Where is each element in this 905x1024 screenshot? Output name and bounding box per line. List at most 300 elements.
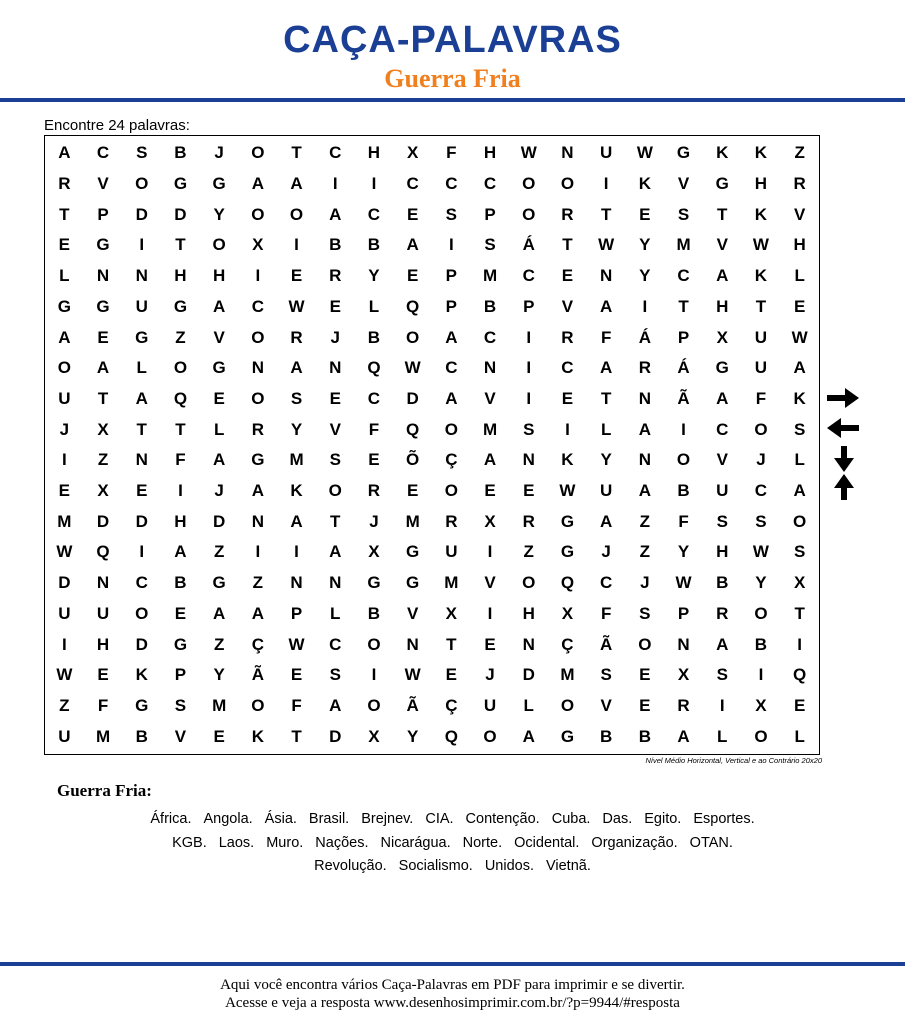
grid-cell[interactable]: S xyxy=(600,665,612,685)
grid-cell[interactable]: K xyxy=(754,204,768,224)
grid-cell[interactable]: E xyxy=(329,388,341,408)
grid-cell[interactable]: N xyxy=(483,358,497,378)
grid-cell[interactable]: C xyxy=(251,296,264,316)
grid-cell[interactable]: G xyxy=(715,174,729,194)
grid-cell[interactable]: Z xyxy=(639,542,651,562)
grid-cell[interactable]: A xyxy=(406,235,419,255)
grid-cell[interactable]: F xyxy=(291,695,302,715)
grid-cell[interactable]: Ç xyxy=(445,450,458,470)
grid-cell[interactable]: B xyxy=(600,726,613,746)
grid-cell[interactable]: G xyxy=(251,450,265,470)
grid-cell[interactable]: F xyxy=(446,143,457,163)
grid-cell[interactable]: A xyxy=(716,266,729,286)
grid-cell[interactable]: Y xyxy=(677,542,690,562)
grid-cell[interactable]: A xyxy=(600,511,613,531)
grid-cell[interactable]: U xyxy=(716,481,729,501)
grid-cell[interactable]: G xyxy=(406,573,420,593)
grid-cell[interactable]: Y xyxy=(213,204,225,224)
grid-cell[interactable]: N xyxy=(251,358,264,378)
grid-cell[interactable]: V xyxy=(174,726,187,746)
grid-cell[interactable]: P xyxy=(523,296,535,316)
grid-cell[interactable]: Y xyxy=(406,726,419,746)
grid-cell[interactable]: H xyxy=(754,174,768,194)
grid-cell[interactable]: U xyxy=(96,603,110,623)
grid-cell[interactable]: C xyxy=(561,358,574,378)
grid-cell[interactable]: O xyxy=(638,634,652,654)
grid-cell[interactable]: E xyxy=(639,665,651,685)
grid-cell[interactable]: P xyxy=(174,665,187,685)
grid-cell[interactable]: E xyxy=(58,481,71,501)
grid-cell[interactable]: V xyxy=(677,174,690,194)
grid-cell[interactable]: K xyxy=(754,143,768,163)
grid-cell[interactable]: X xyxy=(97,481,109,501)
grid-cell[interactable]: I xyxy=(526,388,532,408)
grid-cell[interactable]: S xyxy=(329,450,341,470)
grid-cell[interactable]: T xyxy=(717,204,728,224)
grid-cell[interactable]: A xyxy=(58,327,71,347)
grid-cell[interactable]: D xyxy=(135,634,148,654)
grid-cell[interactable]: P xyxy=(290,603,303,623)
grid-cell[interactable]: A xyxy=(251,603,264,623)
grid-cell[interactable]: I xyxy=(526,358,532,378)
grid-cell[interactable]: N xyxy=(251,511,264,531)
grid-cell[interactable]: D xyxy=(213,511,226,531)
grid-cell[interactable]: B xyxy=(367,327,381,347)
grid-cell[interactable]: T xyxy=(446,634,457,654)
grid-cell[interactable]: Z xyxy=(175,327,186,347)
grid-cell[interactable]: B xyxy=(135,726,148,746)
grid-cell[interactable]: D xyxy=(135,511,148,531)
grid-cell[interactable]: X xyxy=(793,573,806,593)
grid-cell[interactable]: D xyxy=(406,388,419,408)
grid-cell[interactable]: A xyxy=(677,726,690,746)
grid-cell[interactable]: N xyxy=(290,573,303,593)
grid-cell[interactable]: T xyxy=(755,296,767,316)
grid-cell[interactable]: V xyxy=(484,573,496,593)
grid-cell[interactable]: R xyxy=(716,603,729,623)
grid-cell[interactable]: L xyxy=(59,266,70,286)
grid-cell[interactable]: U xyxy=(754,327,768,347)
grid-cell[interactable]: O xyxy=(754,419,768,439)
grid-cell[interactable]: E xyxy=(561,266,574,286)
grid-cell[interactable]: P xyxy=(97,204,109,224)
grid-cell[interactable]: R xyxy=(367,481,381,501)
grid-cell[interactable]: L xyxy=(794,450,805,470)
grid-cell[interactable]: A xyxy=(213,450,226,470)
grid-cell[interactable]: E xyxy=(58,235,71,255)
grid-cell[interactable]: V xyxy=(561,296,574,316)
grid-cell[interactable]: C xyxy=(483,327,497,347)
grid-cell[interactable]: M xyxy=(482,419,498,439)
grid-cell[interactable]: O xyxy=(560,174,575,194)
grid-cell[interactable]: S xyxy=(523,419,535,439)
grid-cell[interactable]: A xyxy=(213,296,226,316)
grid-cell[interactable]: S xyxy=(793,542,806,562)
grid-cell[interactable]: E xyxy=(213,726,225,746)
grid-cell[interactable]: Y xyxy=(213,665,225,685)
grid-cell[interactable]: Ç xyxy=(445,695,458,715)
grid-cell[interactable]: N xyxy=(522,450,535,470)
grid-cell[interactable]: T xyxy=(330,511,341,531)
grid-cell[interactable]: I xyxy=(294,542,299,562)
grid-cell[interactable]: K xyxy=(638,174,651,194)
grid-cell[interactable]: U xyxy=(600,481,613,501)
grid-cell[interactable]: I xyxy=(332,174,338,194)
grid-cell[interactable]: B xyxy=(367,603,381,623)
grid-cell[interactable]: R xyxy=(251,419,264,439)
grid-cell[interactable]: E xyxy=(484,634,496,654)
grid-cell[interactable]: C xyxy=(483,174,497,194)
grid-cell[interactable]: A xyxy=(174,542,187,562)
grid-cell[interactable]: N xyxy=(329,358,342,378)
grid-cell[interactable]: A xyxy=(716,634,729,654)
grid-cell[interactable]: J xyxy=(214,481,224,501)
grid-cell[interactable]: Ç xyxy=(251,634,264,654)
grid-cell[interactable]: C xyxy=(367,204,381,224)
grid-cell[interactable]: W xyxy=(675,573,692,593)
grid-cell[interactable]: Á xyxy=(638,327,651,347)
grid-cell[interactable]: Õ xyxy=(406,450,420,470)
grid-cell[interactable]: I xyxy=(294,235,299,255)
grid-cell[interactable]: A xyxy=(522,726,535,746)
grid-cell[interactable]: Á xyxy=(677,358,690,378)
grid-cell[interactable]: O xyxy=(135,603,149,623)
grid-cell[interactable]: A xyxy=(213,603,226,623)
grid-cell[interactable]: T xyxy=(678,296,689,316)
grid-cell[interactable]: S xyxy=(445,204,458,224)
grid-cell[interactable]: O xyxy=(251,327,265,347)
grid-cell[interactable]: C xyxy=(445,174,458,194)
grid-cell[interactable]: T xyxy=(97,388,109,408)
grid-cell[interactable]: Q xyxy=(406,296,420,316)
grid-cell[interactable]: E xyxy=(136,481,148,501)
grid-cell[interactable]: G xyxy=(173,634,188,654)
grid-cell[interactable]: P xyxy=(445,296,458,316)
grid-cell[interactable]: C xyxy=(716,419,729,439)
grid-cell[interactable]: N xyxy=(96,266,110,286)
grid-cell[interactable]: Q xyxy=(367,358,381,378)
grid-cell[interactable]: N xyxy=(406,634,419,654)
grid-cell[interactable]: O xyxy=(367,634,381,654)
grid-cell[interactable]: V xyxy=(600,695,612,715)
grid-cell[interactable]: M xyxy=(57,511,72,531)
grid-cell[interactable]: B xyxy=(329,235,342,255)
grid-cell[interactable]: Q xyxy=(406,419,420,439)
grid-cell[interactable]: C xyxy=(367,388,381,408)
grid-cell[interactable]: O xyxy=(57,358,71,378)
grid-cell[interactable]: V xyxy=(793,204,806,224)
grid-cell[interactable]: L xyxy=(794,266,805,286)
grid-cell[interactable]: I xyxy=(61,634,67,654)
grid-cell[interactable]: B xyxy=(716,573,729,593)
grid-cell[interactable]: E xyxy=(639,695,651,715)
grid-cell[interactable]: I xyxy=(603,174,609,194)
grid-cell[interactable]: A xyxy=(135,388,148,408)
grid-cell[interactable]: X xyxy=(368,542,380,562)
grid-cell[interactable]: O xyxy=(754,726,768,746)
grid-cell[interactable]: G xyxy=(676,143,691,163)
grid-cell[interactable]: M xyxy=(212,695,227,715)
grid-cell[interactable]: Z xyxy=(252,573,264,593)
grid-cell[interactable]: Á xyxy=(522,235,535,255)
grid-cell[interactable]: V xyxy=(716,450,728,470)
grid-cell[interactable]: A xyxy=(290,174,303,194)
grid-cell[interactable]: H xyxy=(483,143,497,163)
grid-cell[interactable]: T xyxy=(562,235,573,255)
grid-cell[interactable]: W xyxy=(791,327,808,347)
grid-cell[interactable]: M xyxy=(95,726,111,746)
grid-cell[interactable]: I xyxy=(642,296,648,316)
grid-cell[interactable]: Q xyxy=(793,665,807,685)
grid-cell[interactable]: C xyxy=(600,573,613,593)
grid-cell[interactable]: I xyxy=(681,419,686,439)
grid-cell[interactable]: G xyxy=(57,296,71,316)
grid-cell[interactable]: Y xyxy=(639,235,651,255)
grid-cell[interactable]: L xyxy=(794,726,805,746)
grid-cell[interactable]: W xyxy=(752,235,769,255)
grid-cell[interactable]: O xyxy=(676,450,691,470)
grid-cell[interactable]: O xyxy=(560,695,575,715)
grid-cell[interactable]: N xyxy=(96,573,110,593)
grid-cell[interactable]: I xyxy=(255,266,261,286)
grid-cell[interactable]: V xyxy=(213,327,225,347)
grid-cell[interactable]: X xyxy=(252,235,264,255)
grid-cell[interactable]: S xyxy=(716,511,728,531)
grid-cell[interactable]: O xyxy=(328,481,342,501)
grid-cell[interactable]: P xyxy=(677,327,690,347)
grid-cell[interactable]: I xyxy=(139,542,145,562)
grid-cell[interactable]: T xyxy=(794,603,805,623)
grid-cell[interactable]: L xyxy=(600,419,612,439)
grid-cell[interactable]: Z xyxy=(59,695,70,715)
grid-cell[interactable]: T xyxy=(600,204,612,224)
grid-cell[interactable]: E xyxy=(406,204,419,224)
grid-cell[interactable]: I xyxy=(61,450,67,470)
grid-cell[interactable]: A xyxy=(329,695,342,715)
grid-cell[interactable]: G xyxy=(173,296,188,316)
grid-cell[interactable]: W xyxy=(288,296,305,316)
grid-cell[interactable]: L xyxy=(330,603,341,623)
grid-cell[interactable]: J xyxy=(756,450,766,470)
grid-cell[interactable]: K xyxy=(754,266,768,286)
grid-cell[interactable]: X xyxy=(368,726,380,746)
grid-cell[interactable]: G xyxy=(406,542,420,562)
grid-cell[interactable]: T xyxy=(59,204,70,224)
grid-cell[interactable]: E xyxy=(213,388,225,408)
grid-cell[interactable]: Z xyxy=(639,511,651,531)
grid-cell[interactable]: P xyxy=(677,603,690,623)
grid-cell[interactable]: H xyxy=(174,266,187,286)
grid-cell[interactable]: Q xyxy=(560,573,575,593)
grid-cell[interactable]: D xyxy=(174,204,187,224)
grid-cell[interactable]: S xyxy=(755,511,767,531)
grid-cell[interactable]: N xyxy=(600,266,613,286)
grid-cell[interactable]: W xyxy=(404,665,421,685)
grid-cell[interactable]: I xyxy=(565,419,570,439)
grid-cell[interactable]: R xyxy=(522,511,535,531)
grid-cell[interactable]: A xyxy=(251,481,264,501)
grid-cell[interactable]: U xyxy=(58,726,71,746)
grid-cell[interactable]: G xyxy=(135,695,149,715)
grid-cell[interactable]: O xyxy=(251,695,265,715)
grid-cell[interactable]: A xyxy=(96,358,110,378)
grid-cell[interactable]: A xyxy=(58,143,71,163)
grid-cell[interactable]: V xyxy=(484,388,496,408)
grid-cell[interactable]: T xyxy=(600,388,612,408)
grid-cell[interactable]: D xyxy=(58,573,71,593)
grid-cell[interactable]: G xyxy=(96,296,110,316)
grid-cell[interactable]: S xyxy=(329,665,341,685)
grid-cell[interactable]: O xyxy=(522,174,536,194)
grid-cell[interactable]: G xyxy=(212,358,226,378)
grid-cell[interactable]: E xyxy=(97,327,109,347)
grid-cell[interactable]: E xyxy=(793,296,806,316)
grid-cell[interactable]: A xyxy=(445,327,458,347)
grid-cell[interactable]: R xyxy=(445,511,458,531)
grid-cell[interactable]: R xyxy=(677,695,690,715)
grid-cell[interactable]: M xyxy=(444,573,459,593)
grid-cell[interactable]: W xyxy=(56,542,73,562)
grid-cell[interactable]: A xyxy=(638,481,651,501)
grid-cell[interactable]: L xyxy=(213,419,225,439)
grid-cell[interactable]: O xyxy=(522,573,536,593)
grid-cell[interactable]: H xyxy=(793,235,806,255)
grid-cell[interactable]: D xyxy=(329,726,342,746)
grid-cell[interactable]: N xyxy=(522,634,535,654)
grid-cell[interactable]: Y xyxy=(755,573,767,593)
grid-cell[interactable]: C xyxy=(677,266,690,286)
grid-cell[interactable]: Ã xyxy=(406,695,419,715)
grid-cell[interactable]: S xyxy=(136,143,148,163)
grid-cell[interactable]: O xyxy=(522,204,536,224)
grid-cell[interactable]: A xyxy=(445,388,458,408)
grid-cell[interactable]: U xyxy=(135,296,148,316)
grid-cell[interactable]: I xyxy=(448,235,454,255)
grid-cell[interactable]: E xyxy=(174,603,187,623)
grid-cell[interactable]: R xyxy=(638,358,651,378)
grid-cell[interactable]: U xyxy=(483,695,497,715)
grid-cell[interactable]: O xyxy=(135,174,149,194)
grid-cell[interactable]: W xyxy=(288,634,305,654)
grid-cell[interactable]: N xyxy=(135,266,148,286)
grid-cell[interactable]: M xyxy=(289,450,304,470)
grid-cell[interactable]: E xyxy=(561,388,574,408)
grid-cell[interactable]: L xyxy=(368,296,380,316)
grid-cell[interactable]: O xyxy=(251,143,265,163)
grid-cell[interactable]: U xyxy=(58,388,71,408)
grid-cell[interactable]: O xyxy=(367,695,381,715)
grid-cell[interactable]: I xyxy=(371,174,377,194)
grid-cell[interactable]: U xyxy=(58,603,71,623)
grid-cell[interactable]: W xyxy=(559,481,576,501)
grid-cell[interactable]: Z xyxy=(523,542,534,562)
grid-cell[interactable]: O xyxy=(406,327,420,347)
grid-cell[interactable]: L xyxy=(717,726,728,746)
grid-cell[interactable]: G xyxy=(367,573,381,593)
grid-cell[interactable]: K xyxy=(716,143,729,163)
grid-cell[interactable]: K xyxy=(561,450,574,470)
grid-cell[interactable]: A xyxy=(638,419,651,439)
grid-cell[interactable]: I xyxy=(758,665,764,685)
grid-cell[interactable]: O xyxy=(444,419,458,439)
grid-cell[interactable]: V xyxy=(97,174,109,194)
grid-cell[interactable]: E xyxy=(290,266,303,286)
grid-cell[interactable]: W xyxy=(404,358,421,378)
grid-cell[interactable]: F xyxy=(678,511,689,531)
grid-cell[interactable]: W xyxy=(752,542,769,562)
grid-cell[interactable]: N xyxy=(135,450,148,470)
grid-cell[interactable]: G xyxy=(212,573,226,593)
grid-cell[interactable]: H xyxy=(174,511,187,531)
grid-cell[interactable]: R xyxy=(561,204,574,224)
grid-cell[interactable]: W xyxy=(598,235,615,255)
grid-cell[interactable]: V xyxy=(716,235,728,255)
grid-cell[interactable]: H xyxy=(96,634,110,654)
grid-cell[interactable]: N xyxy=(561,143,574,163)
grid-cell[interactable]: H xyxy=(367,143,381,163)
grid-cell[interactable]: C xyxy=(135,573,148,593)
grid-cell[interactable]: B xyxy=(754,634,768,654)
grid-cell[interactable]: M xyxy=(560,665,575,685)
grid-cell[interactable]: I xyxy=(719,695,725,715)
grid-cell[interactable]: A xyxy=(793,481,806,501)
grid-cell[interactable]: P xyxy=(445,266,458,286)
grid-cell[interactable]: B xyxy=(638,726,651,746)
grid-cell[interactable]: I xyxy=(487,603,493,623)
grid-cell[interactable]: N xyxy=(638,450,651,470)
grid-cell[interactable]: A xyxy=(329,204,342,224)
grid-cell[interactable]: O xyxy=(483,726,497,746)
grid-cell[interactable]: I xyxy=(139,235,145,255)
grid-cell[interactable]: P xyxy=(484,204,496,224)
grid-cell[interactable]: Ã xyxy=(677,388,690,408)
grid-cell[interactable]: E xyxy=(329,296,341,316)
grid-cell[interactable]: X xyxy=(97,419,109,439)
grid-cell[interactable]: N xyxy=(638,388,651,408)
grid-cell[interactable]: I xyxy=(797,634,803,654)
grid-cell[interactable]: Q xyxy=(444,726,458,746)
grid-cell[interactable]: Y xyxy=(368,266,380,286)
grid-cell[interactable]: H xyxy=(716,296,729,316)
grid-cell[interactable]: O xyxy=(289,204,304,224)
grid-cell[interactable]: F xyxy=(175,450,186,470)
grid-cell[interactable]: Ã xyxy=(600,634,613,654)
grid-cell[interactable]: X xyxy=(445,603,458,623)
grid-cell[interactable]: G xyxy=(560,726,575,746)
grid-cell[interactable]: K xyxy=(793,388,806,408)
grid-cell[interactable]: Y xyxy=(600,450,612,470)
grid-cell[interactable]: J xyxy=(640,573,650,593)
grid-cell[interactable]: L xyxy=(136,358,147,378)
grid-cell[interactable]: F xyxy=(97,695,109,715)
grid-cell[interactable]: C xyxy=(754,481,768,501)
grid-cell[interactable]: A xyxy=(290,511,303,531)
grid-cell[interactable]: M xyxy=(676,235,691,255)
grid-cell[interactable]: W xyxy=(636,143,653,163)
grid-cell[interactable]: X xyxy=(716,327,728,347)
grid-cell[interactable]: K xyxy=(135,665,148,685)
grid-cell[interactable]: T xyxy=(291,143,302,163)
grid-cell[interactable]: G xyxy=(212,174,226,194)
grid-cell[interactable]: W xyxy=(520,143,537,163)
grid-cell[interactable]: Y xyxy=(290,419,303,439)
grid-cell[interactable]: O xyxy=(212,235,226,255)
grid-cell[interactable]: E xyxy=(639,204,651,224)
grid-cell[interactable]: U xyxy=(754,358,768,378)
grid-cell[interactable]: Y xyxy=(639,266,651,286)
grid-cell[interactable]: F xyxy=(755,388,767,408)
grid-cell[interactable]: G xyxy=(173,174,188,194)
